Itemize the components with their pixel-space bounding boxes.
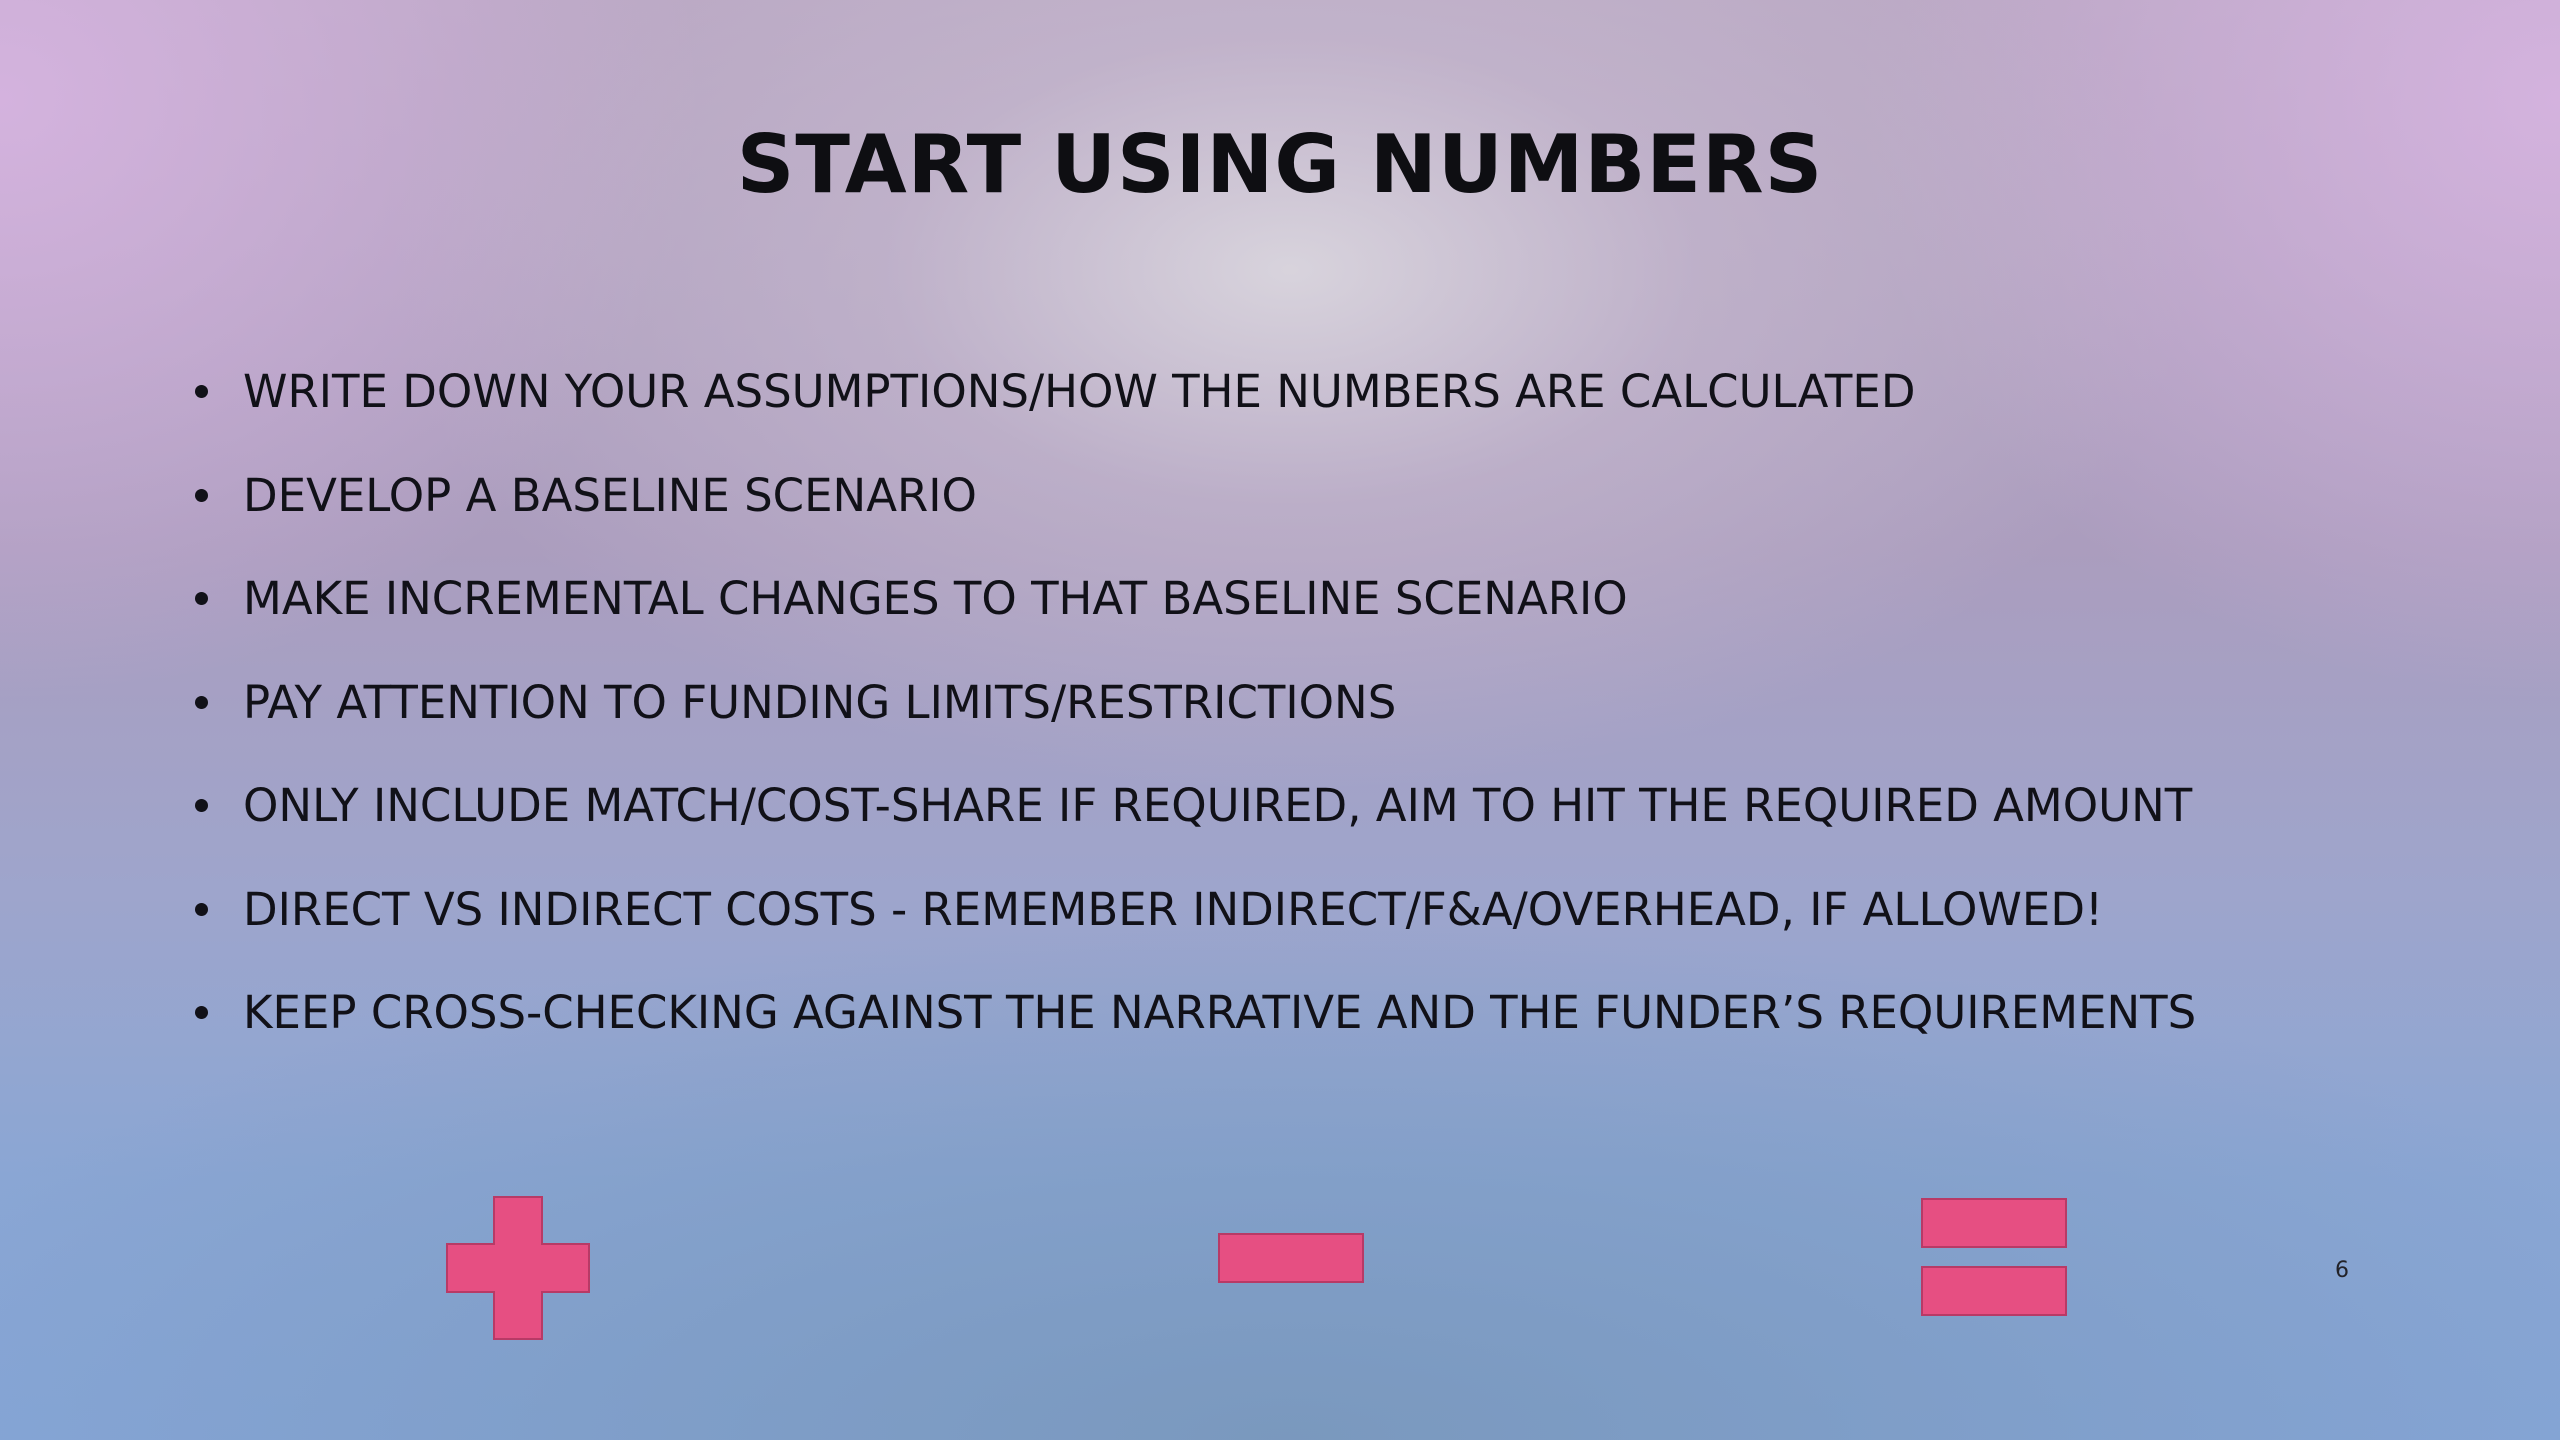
- bullet-text: DIRECT VS INDIRECT COSTS - REMEMBER INDIRECT/F&A/OVERHEAD, IF ALLOWED!: [243, 882, 2104, 936]
- list-item: [195, 976, 2395, 1080]
- bullet-dot-icon: [195, 903, 208, 916]
- list-item: [195, 562, 2395, 666]
- bullet-text: KEEP CROSS-CHECKING AGAINST THE NARRATIVE AND THE FUNDER’S REQUIREMENTS: [243, 986, 2197, 1039]
- list-item: [195, 666, 2395, 770]
- plus-icon: [446, 1196, 590, 1340]
- minus-icon: [1218, 1233, 1364, 1283]
- bullet-dot-icon: [195, 489, 208, 502]
- list-item: [195, 355, 2395, 459]
- list-item: [195, 873, 2395, 977]
- bullet-text: PAY ATTENTION TO FUNDING LIMITS/RESTRICTIONS: [243, 675, 1397, 729]
- bullet-text: MAKE INCREMENTAL CHANGES TO THAT BASELINE SCENARIO: [243, 572, 1628, 625]
- page-number: 6: [2335, 1258, 2349, 1283]
- bullet-list: [195, 355, 2395, 1080]
- list-item: [195, 459, 2395, 563]
- bullet-text: ONLY INCLUDE MATCH/COST-SHARE IF REQUIRED, AIM TO HIT THE REQUIRED AMOUNT: [243, 779, 2193, 832]
- bullet-dot-icon: [195, 1006, 208, 1019]
- bullet-text: DEVELOP A BASELINE SCENARIO: [243, 468, 977, 522]
- bullet-dot-icon: [195, 799, 208, 812]
- bullet-dot-icon: [195, 385, 208, 398]
- list-item: [195, 769, 2395, 873]
- bullet-dot-icon: [195, 592, 208, 605]
- equals-icon: [1921, 1198, 2067, 1316]
- bullet-dot-icon: [195, 696, 208, 709]
- slide-title: START USING NUMBERS: [736, 118, 1824, 211]
- bullet-text: WRITE DOWN YOUR ASSUMPTIONS/HOW THE NUMBERS ARE CALCULATED: [243, 365, 1916, 418]
